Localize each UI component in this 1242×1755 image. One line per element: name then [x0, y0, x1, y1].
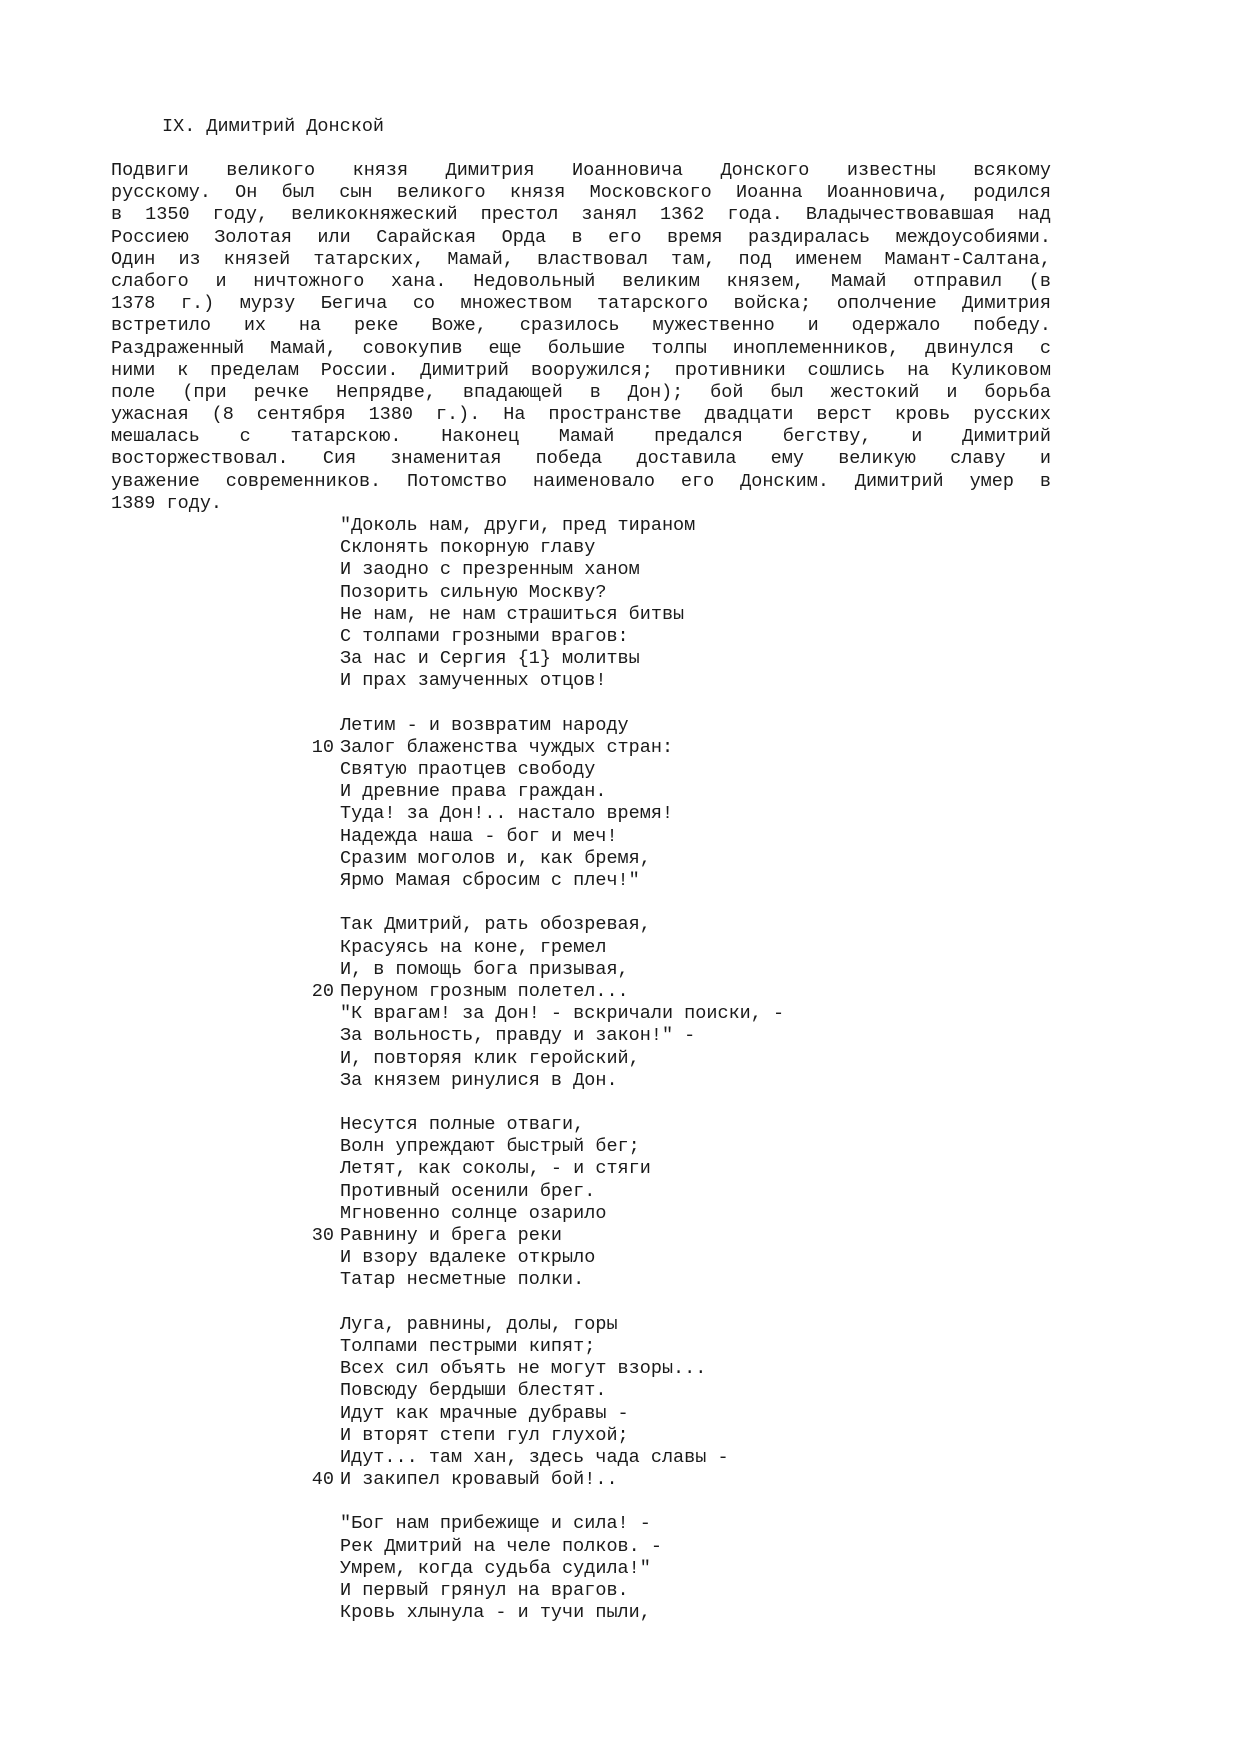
poem-line-text: И первый грянул на врагов. — [340, 1580, 629, 1601]
poem-line — [340, 826, 784, 848]
poem-line-text: Волн упреждают быстрый бег; — [340, 1136, 640, 1158]
poem-line-text: И древние права граждан. — [340, 781, 607, 803]
poem-line-text: За вольность, правду и закон!" - — [340, 1025, 696, 1047]
line-number: 20 — [311, 980, 334, 1002]
poem-line-text: Позорить сильную Москву? — [340, 581, 607, 603]
poem-line — [340, 1181, 784, 1203]
poem-stanza — [311, 1313, 784, 1492]
poem-line-text: Залог блаженства чуждых стран: — [340, 736, 674, 758]
poem-line-text: Повсюду бердыши блестят. — [340, 1380, 607, 1402]
poem-line-text: Противный осенили брег. — [340, 1180, 596, 1202]
poem-line-text: Святую праотцев свободу — [340, 759, 596, 781]
poem-line — [340, 759, 784, 781]
poem-line — [340, 1602, 784, 1624]
poem-line — [340, 937, 784, 959]
poem-line — [340, 1536, 784, 1558]
poem-line-text: И, повторяя клик геройский, — [340, 1047, 640, 1069]
poem-line-text: "Доколь нам, други, пред тираном — [340, 515, 696, 536]
prose-line: Один из князей татарских, Мамай, властвовал там, под именем Мамант-Салтана, — [111, 248, 1051, 270]
poem-line-text: Надежда наша - бог и меч! — [340, 825, 618, 847]
prose-line: 1389 году. — [111, 492, 223, 514]
poem-line — [340, 604, 784, 626]
poem-line — [340, 781, 784, 803]
poem-line — [340, 914, 784, 936]
poem-line-text: И заодно с презренным ханом — [340, 559, 640, 581]
poem-line — [340, 626, 784, 648]
poem-line — [340, 559, 784, 581]
poem-line — [340, 1314, 784, 1336]
poem-line-text: Татар несметные полки. — [340, 1269, 585, 1291]
poem — [311, 515, 785, 1647]
poem-line-text: За князем ринулися в Дон. — [340, 1069, 618, 1091]
chapter-heading: IX. Димитрий Донской — [162, 116, 385, 137]
line-number: 30 — [311, 1225, 334, 1246]
poem-stanza — [311, 914, 785, 1092]
poem-line — [340, 1114, 784, 1136]
poem-line-text: Рек Дмитрий на челе полков. - — [340, 1535, 662, 1557]
poem-line-text: "К врагам! за Дон! - вскричали поиски, - — [340, 1003, 785, 1025]
poem-line-text: Умрем, когда судьба судила!" — [340, 1557, 651, 1579]
poem-line — [340, 670, 784, 692]
poem-line — [340, 1403, 784, 1425]
poem-line-text: Склонять покорную главу — [340, 537, 596, 559]
prose-line: ними к пределам России. Димитрий вооружился; противники сошлись на Куликовом — [111, 359, 1051, 381]
poem-line-text: Мгновенно солнце озарило — [340, 1202, 607, 1224]
poem-line-text: Не нам, не нам страшиться битвы — [340, 603, 685, 625]
poem-line — [340, 1580, 784, 1602]
poem-line — [340, 1158, 784, 1180]
poem-line-text: Равнину и брега реки — [340, 1225, 563, 1246]
poem-line — [340, 1558, 784, 1580]
poem-line-text: Идут... там хан, здесь чада славы - — [340, 1446, 729, 1468]
poem-line — [340, 1447, 784, 1469]
poem-stanza — [340, 515, 784, 693]
poem-line-text: Так Дмитрий, рать обозревая, — [340, 914, 651, 936]
poem-line-text: С толпами грозными врагов: — [340, 625, 629, 647]
prose-line: 1378 г.) мурзу Бегича со множеством татарского войска; ополчение Димитрия — [111, 293, 1051, 315]
poem-line-text: Перуном грозным полетел... — [340, 980, 629, 1002]
poem-line — [340, 870, 784, 892]
prose-line: Подвиги великого князя Димитрия Иоанновича Донского известны всякому — [111, 160, 1051, 181]
poem-line — [340, 1003, 784, 1025]
poem-line-text: Летят, как соколы, - и стяги — [340, 1158, 651, 1180]
poem-line-text: И вторят степи гул глухой; — [340, 1424, 629, 1446]
poem-line-text: И прах замученных отцов! — [340, 670, 607, 692]
poem-line — [340, 515, 784, 537]
line-number: 40 — [311, 1469, 334, 1491]
prose-line: слабого и ничтожного хана. Недовольный великим князем, Мамай отправил (в — [111, 270, 1051, 292]
poem-line — [340, 1247, 784, 1269]
poem-line — [340, 715, 784, 737]
poem-line-text: Кровь хлынула - и тучи пыли, — [340, 1602, 651, 1624]
poem-line — [311, 1225, 784, 1247]
poem-line — [340, 1380, 784, 1402]
poem-line — [340, 537, 784, 559]
poem-line — [340, 803, 784, 825]
prose-line: Россиею Золотая или Сарайская Орда в его время раздиралась междоусобиями. — [111, 226, 1051, 248]
poem-line — [340, 582, 784, 604]
prose-line: встретило их на реке Воже, сразилось мужественно и одержало победу. — [111, 315, 1051, 337]
poem-line — [340, 648, 784, 670]
poem-line-text: Красуясь на коне, гремел — [340, 936, 607, 958]
poem-line — [340, 1203, 784, 1225]
poem-line — [340, 1425, 784, 1447]
poem-stanza — [311, 1114, 784, 1292]
poem-line — [311, 736, 784, 759]
poem-stanza — [340, 1513, 784, 1624]
prose-line: Раздраженный Мамай, совокупив еще большие толпы иноплеменников, двинулся с — [111, 337, 1051, 359]
poem-stanza — [311, 714, 784, 893]
prose-line: в 1350 году, великокняжеский престол занял 1362 года. Владычествовавшая над — [111, 204, 1051, 226]
poem-line-text: Сразим моголов и, как бремя, — [340, 847, 651, 869]
prose-line: русскому. Он был сын великого князя Московского Иоанна Иоанновича, родился — [111, 182, 1051, 204]
prose-line: восторжествовал. Сия знаменитая победа доставила ему великую славу и — [111, 448, 1051, 470]
prose-line: поле (при речке Непрядве, впадающей в Дон); бой был жестокий и борьба — [111, 381, 1051, 403]
poem-line — [340, 1136, 784, 1158]
poem-line-text: Толпами пестрыми кипят; — [340, 1335, 596, 1357]
poem-line — [311, 980, 784, 1003]
line-number: 10 — [311, 736, 334, 758]
poem-line-text: Идут как мрачные дубравы - — [340, 1402, 629, 1424]
poem-line — [340, 959, 784, 981]
poem-line-text: Туда! за Дон!.. настало время! — [340, 803, 674, 825]
poem-line — [340, 1513, 784, 1535]
poem-line — [311, 1469, 784, 1491]
poem-line — [340, 1070, 784, 1092]
poem-line-text: И взору вдалеке открыло — [340, 1247, 596, 1269]
poem-line — [340, 848, 784, 870]
poem-line-text: Всех сил объять не могут взоры... — [340, 1358, 707, 1380]
poem-line-text: Летим - и возвратим народу — [340, 714, 629, 736]
prose-line: ужасная (8 сентября 1380 г.). На пространстве двадцати верст кровь русских — [111, 404, 1051, 426]
poem-line — [340, 1048, 784, 1070]
poem-line-text: Луга, равнины, долы, горы — [340, 1313, 618, 1335]
poem-line — [340, 1269, 784, 1291]
poem-line — [340, 1358, 784, 1380]
poem-line-text: И, в помощь бога призывая, — [340, 958, 629, 980]
prose-line: уважение современников. Потомство наименовало его Донским. Димитрий умер в — [111, 470, 1051, 492]
poem-line-text: "Бог нам прибежище и сила! - — [340, 1513, 651, 1535]
poem-line-text: За нас и Сергия {1} молитвы — [340, 648, 640, 670]
poem-line — [340, 1336, 784, 1358]
prose-paragraph — [111, 160, 1051, 515]
poem-line-text: Несутся полные отваги, — [340, 1114, 585, 1136]
prose-line: мешалась с татарскою. Наконец Мамай предался бегству, и Димитрий — [111, 426, 1051, 448]
poem-line — [340, 1025, 784, 1047]
poem-line-text: Ярмо Мамая сбросим с плеч!" — [340, 870, 640, 891]
poem-line-text: И закипел кровавый бой!.. — [340, 1469, 618, 1491]
